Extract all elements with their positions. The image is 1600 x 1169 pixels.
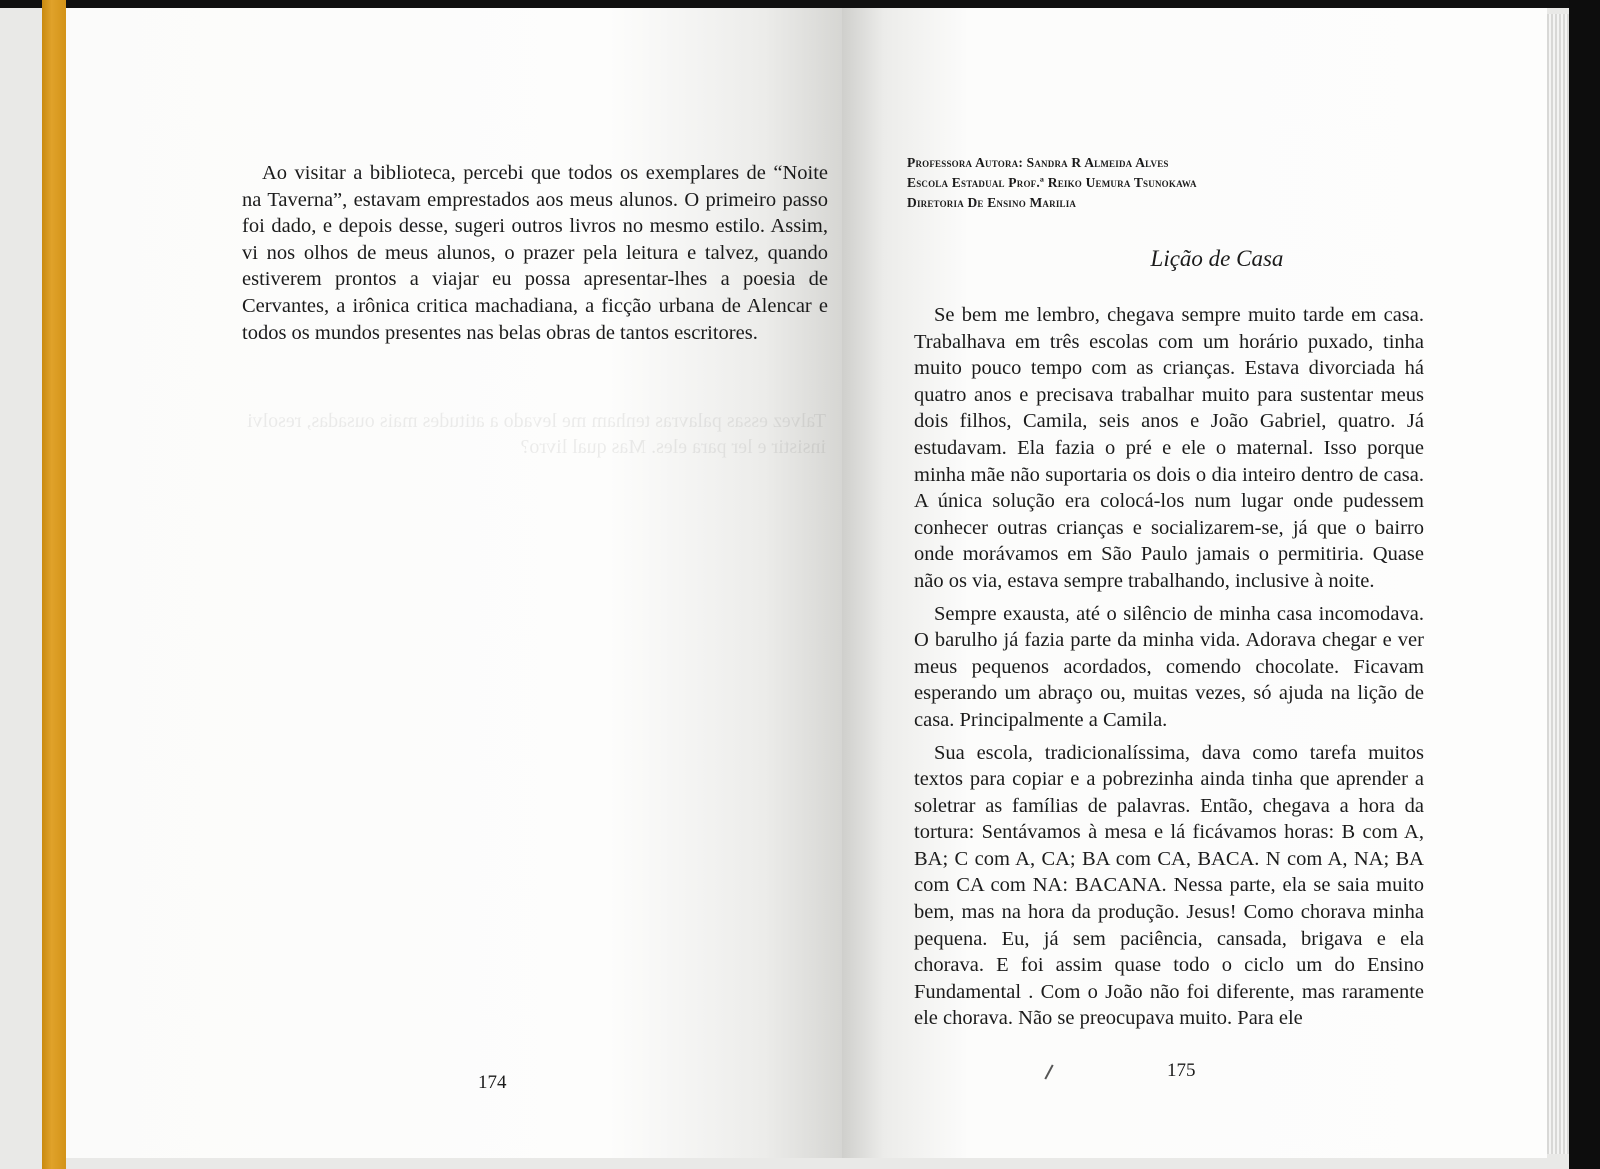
- header-school-line: Escola Estadual Prof.ª Reiko Uemura Tsunokawa: [907, 175, 1197, 190]
- left-page: [66, 8, 842, 1158]
- book-cover-edge: [42, 0, 66, 1169]
- right-paragraph-3: Sua escola, tradicionalíssima, dava como tarefa muitos textos para copiar e a pobrezinha ainda tinha que aprender a soletrar as famílias de palavras. Então, chegava a hora da tortura: Sentávamos à mesa e lá ficávamos horas: B com A, BA; C com A, CA; BA com CA, BACA. N com A, NA; BA com CA com NA: BACANA. Nessa parte, ela se saia muito bem, mas na hora da produção. Jesus! Como chorava minha pequena. Eu, já sem paciência, cansada, brigava e ela chorava. E foi assim quase todo o ciclo um do Ensino Fundamental . Com o João não foi diferente, mas raramente ele chorava. Não se preocupava muito. Para ele: [914, 741, 1424, 1030]
- page-number-left: 174: [478, 1072, 507, 1093]
- show-through-text: Talvez essas palavras tenham me levado a atitudes mais ousadas, resolvi insistir e ler para eles. Mas qual livro?: [247, 410, 826, 458]
- author-header: [907, 153, 1197, 213]
- left-body-text: [242, 160, 828, 346]
- right-body-text: [914, 302, 1424, 1032]
- right-page: [842, 8, 1547, 1158]
- right-paragraph-2: Sempre exausta, até o silêncio de minha casa incomodava. O barulho já fazia parte da minha vida. Adorava chegar e ver meus pequenos acordados, comendo chocolate. Ficavam esperando um abraço ou, muitas vezes, só ajuda na lição de casa. Principalmente a Camila.: [914, 602, 1424, 731]
- page-edges: [1547, 14, 1569, 1154]
- page-number-right: 175: [1167, 1060, 1196, 1081]
- header-directorate-line: Diretoria De Ensino Marilia: [907, 195, 1077, 210]
- right-paragraph-1: Se bem me lembro, chegava sempre muito tarde em casa. Trabalhava em três escolas com um horário puxado, tinha muito pouco tempo com as crianças. Estava divorciada há quatro anos e precisava trabalhar muito para sustentar meus dois filhos, Camila, seis anos e João Gabriel, quatro. Já estudavam. Ela fazia o pré e ele o maternal. Isso porque minha mãe não suportaria os dois o dia inteiro dentro de casa. A única solução era colocá-los num lugar onde pudessem conhecer outras crianças e socializarem-se, já que o bairro onde morávamos em São Paulo jamais o permitiria. Quase não os via, estava sempre trabalhando, inclusive à noite.: [914, 304, 1424, 592]
- chapter-title: Lição de Casa: [1150, 246, 1284, 271]
- left-paragraph: Ao visitar a biblioteca, percebi que todos os exemplares de “Noite na Taverna”, estavam emprestados aos meus alunos. O primeiro passo foi dado, e depois desse, sugeri outros livros no mesmo estilo. Assim, vi nos olhos de meus alunos, o prazer pela leitura e talvez, quando estiverem prontos a viajar eu possa apresentar-lhes a poesia de Cervantes, a irônica critica machadiana, a ficção urbana de Alencar e todos os mundos presentes nas belas obras de tantos escritores.: [242, 162, 828, 344]
- scan-border-top: [0, 0, 1600, 8]
- scan-border-right: [1569, 0, 1600, 1169]
- header-author-line: Professora Autora: Sandra R Almeida Alves: [907, 155, 1169, 170]
